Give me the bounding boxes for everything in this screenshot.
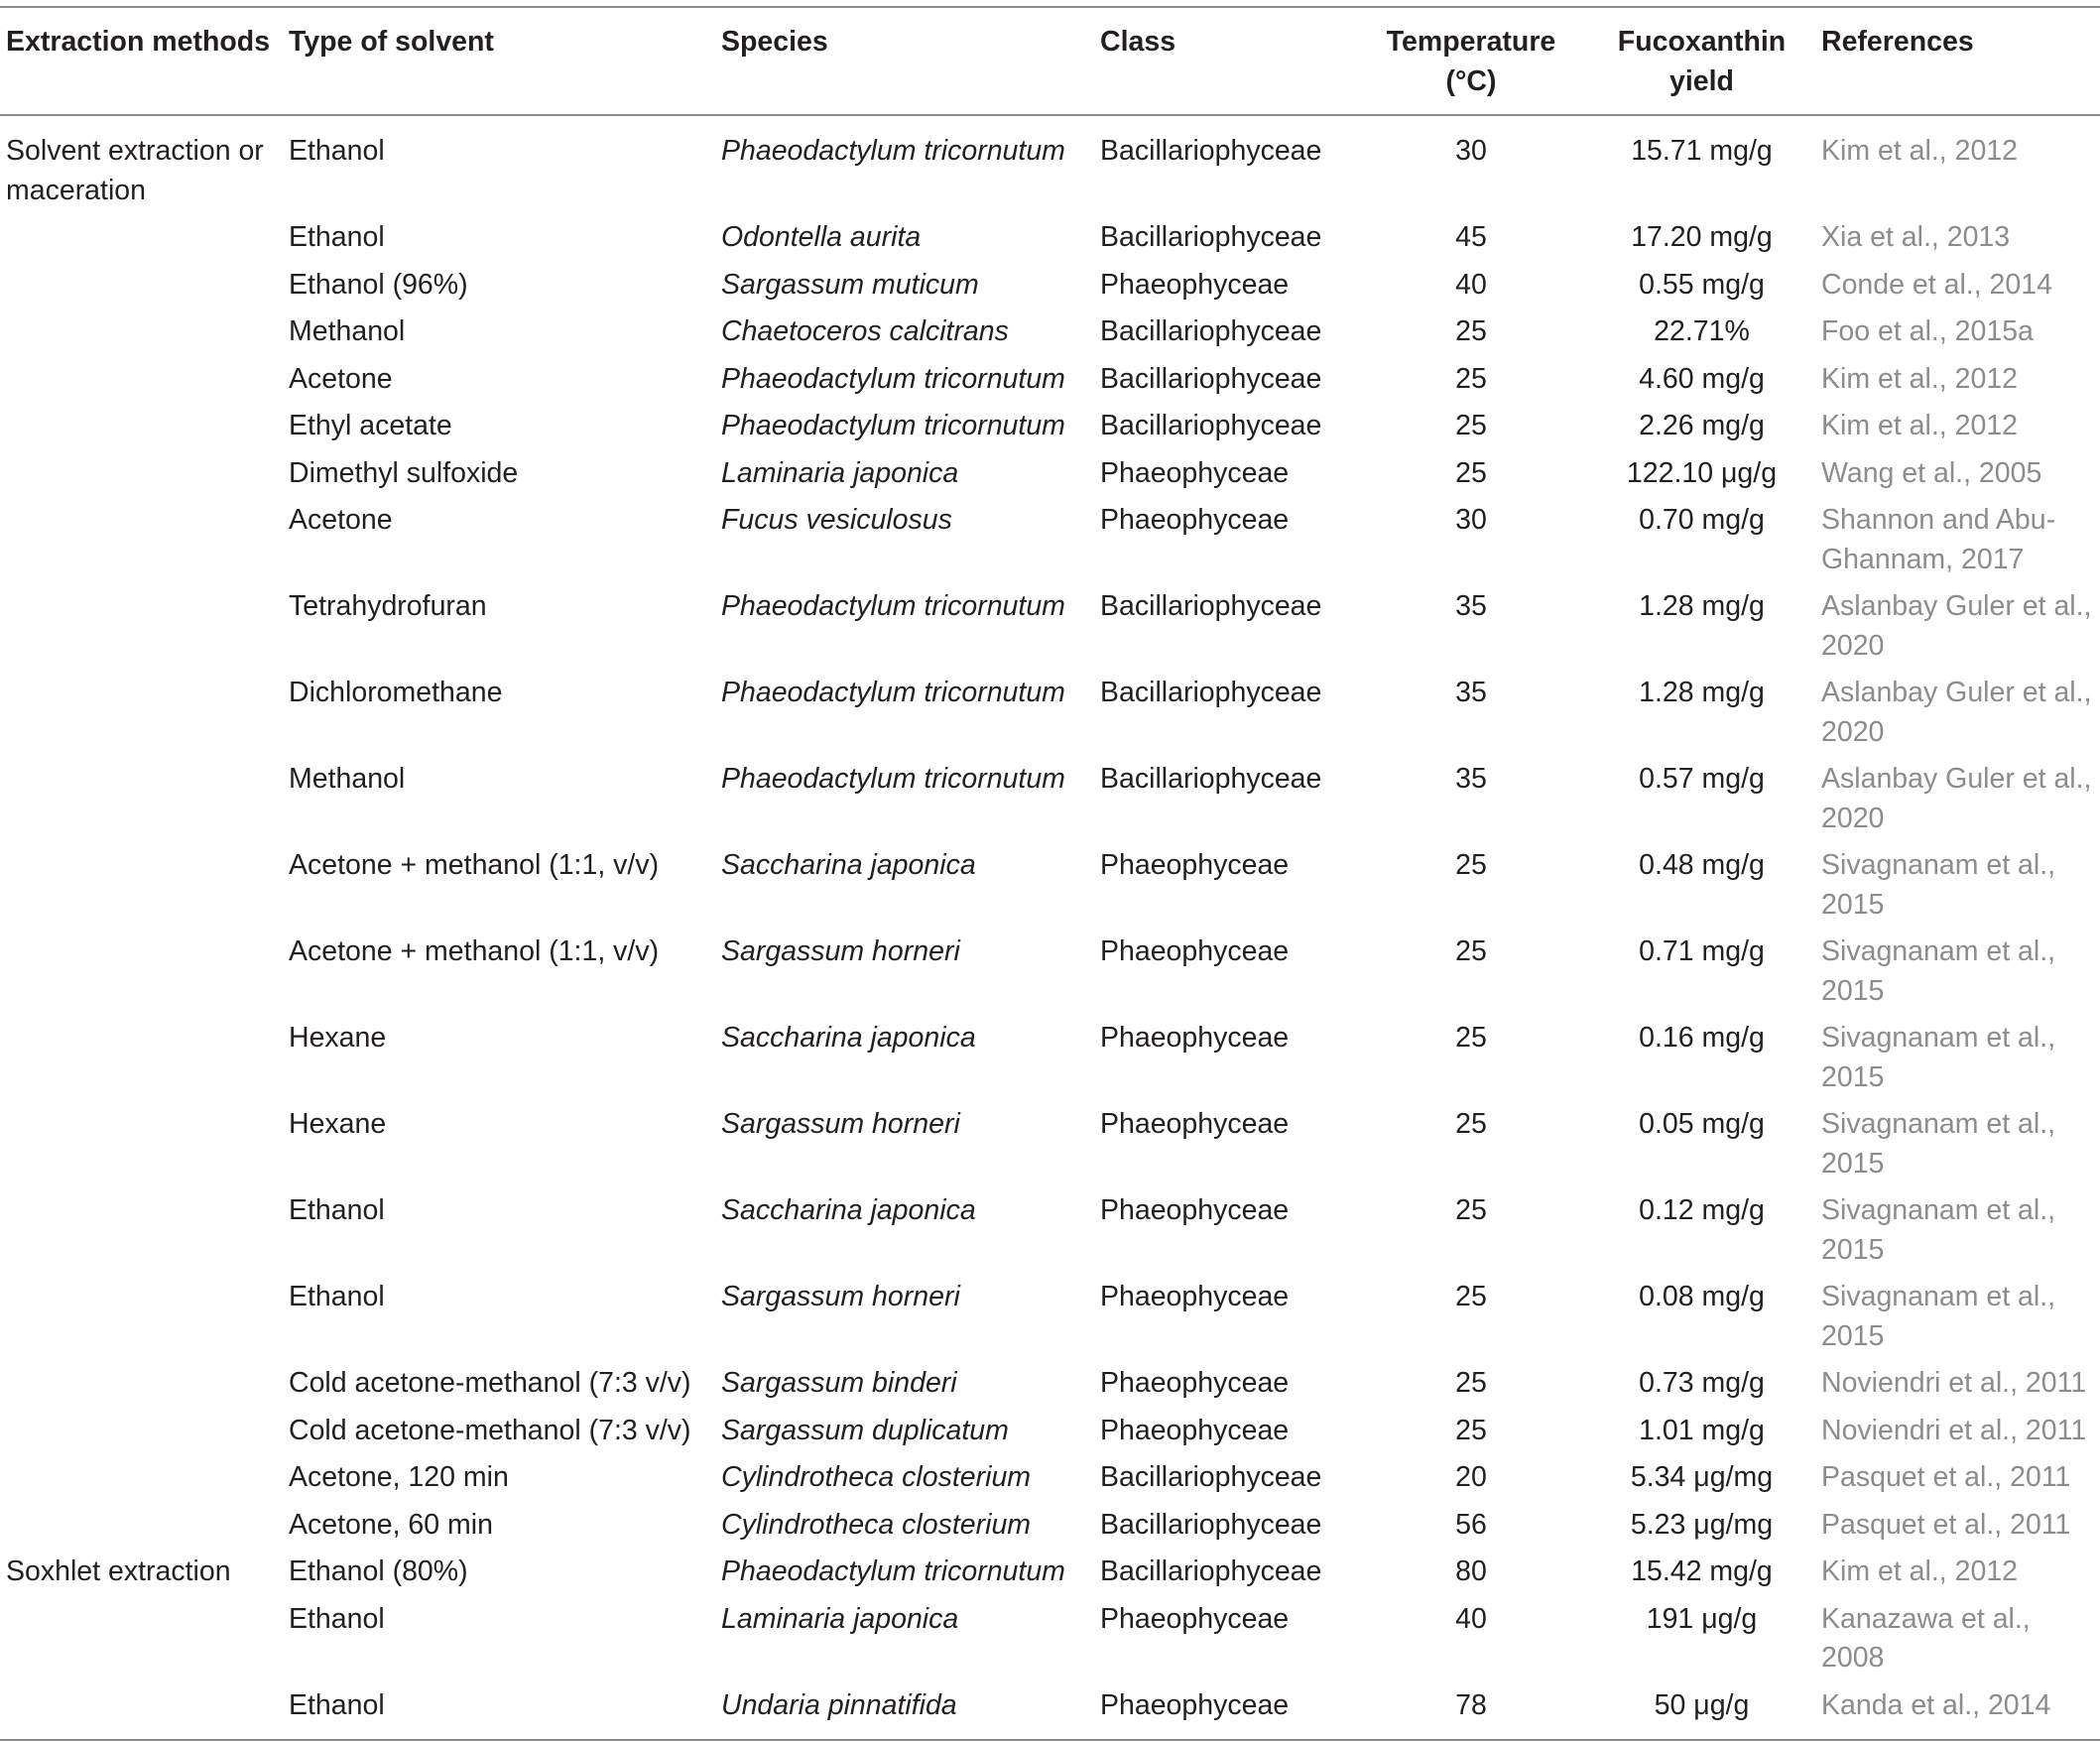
cell-species: Phaeodactylum tricornutum xyxy=(721,1555,1065,1587)
cell-class: Phaeophyceae xyxy=(1100,268,1290,301)
cell-solvent: Ethanol (80%) xyxy=(289,1555,468,1587)
cell-class: Bacillariophyceae xyxy=(1100,1508,1322,1541)
cell-reference: Sivagnanam et al., 2015 xyxy=(1821,1281,2056,1352)
cell-extraction-method: Solvent extraction or maceration xyxy=(6,135,264,206)
cell-solvent: Acetone, 60 min xyxy=(289,1508,493,1541)
cell-species: Cylindrotheca closterium xyxy=(721,1461,1032,1493)
cell-fucoxanthin-yield: 2.26 mg/g xyxy=(1639,410,1765,441)
cell-temperature: 20 xyxy=(1455,1461,1487,1493)
cell-fucoxanthin-yield: 0.57 mg/g xyxy=(1639,763,1765,795)
table-row xyxy=(0,403,2100,450)
cell-extraction-method xyxy=(0,1187,283,1274)
cell-extraction-method xyxy=(0,1015,283,1101)
cell-species: Cylindrotheca closterium xyxy=(721,1508,1032,1541)
cell-species: Phaeodactylum tricornutum xyxy=(721,763,1065,795)
cell-species: Undaria pinnatifida xyxy=(721,1688,957,1721)
cell-extraction-method xyxy=(0,842,283,929)
cell-temperature: 25 xyxy=(1455,849,1487,881)
cell-extraction-method xyxy=(0,670,283,756)
cell-fucoxanthin-yield: 5.23 μg/mg xyxy=(1630,1508,1774,1541)
cell-solvent: Ethanol xyxy=(289,1194,385,1226)
cell-solvent: Dichloromethane xyxy=(289,677,503,708)
cell-species: Fucus vesiculosus xyxy=(721,504,952,536)
cell-reference: Kanda et al., 2014 xyxy=(1821,1688,2051,1721)
cell-extraction-method xyxy=(0,1682,283,1741)
cell-extraction-method xyxy=(0,214,283,262)
cell-fucoxanthin-yield: 4.60 mg/g xyxy=(1639,362,1765,395)
cell-solvent: Ethanol xyxy=(289,135,385,167)
cell-temperature: 25 xyxy=(1455,1108,1487,1140)
cell-fucoxanthin-yield: 5.34 μg/mg xyxy=(1630,1461,1774,1493)
cell-extraction-method xyxy=(0,403,283,450)
cell-class: Phaeophyceae xyxy=(1100,1367,1290,1399)
cell-solvent: Ethanol xyxy=(289,1688,385,1721)
fucoxanthin-extraction-table-wrapper xyxy=(0,6,2100,1741)
header-class: Class xyxy=(1100,26,1176,58)
cell-temperature: 25 xyxy=(1455,1194,1487,1226)
cell-species: Sargassum binderi xyxy=(721,1367,957,1399)
cell-class: Phaeophyceae xyxy=(1100,456,1290,489)
cell-fucoxanthin-yield: 15.71 mg/g xyxy=(1631,135,1773,167)
cell-fucoxanthin-yield: 0.12 mg/g xyxy=(1639,1194,1765,1226)
cell-extraction-method xyxy=(0,1596,283,1682)
cell-temperature: 25 xyxy=(1455,410,1487,441)
table-row xyxy=(0,214,2100,262)
table-row xyxy=(0,1274,2100,1360)
cell-fucoxanthin-yield: 0.05 mg/g xyxy=(1639,1108,1765,1140)
header-temperature: Temperature (°C) xyxy=(1386,26,1556,97)
cell-reference: Sivagnanam et al., 2015 xyxy=(1821,1194,2056,1266)
cell-temperature: 78 xyxy=(1455,1688,1487,1721)
table-body xyxy=(0,115,2100,1740)
cell-reference: Noviendri et al., 2011 xyxy=(1821,1414,2087,1446)
cell-reference: Kim et al., 2012 xyxy=(1821,362,2019,395)
fucoxanthin-extraction-table xyxy=(0,6,2100,1741)
cell-extraction-method xyxy=(0,929,283,1015)
cell-class: Bacillariophyceae xyxy=(1100,315,1322,347)
cell-solvent: Hexane xyxy=(289,1022,387,1054)
cell-fucoxanthin-yield: 0.73 mg/g xyxy=(1639,1367,1765,1399)
table-row xyxy=(0,1015,2100,1101)
cell-solvent: Ethanol xyxy=(289,1602,385,1635)
cell-class: Phaeophyceae xyxy=(1100,1108,1290,1140)
cell-solvent: Hexane xyxy=(289,1108,387,1140)
cell-reference: Wang et al., 2005 xyxy=(1821,456,2042,489)
cell-extraction-method xyxy=(0,262,283,310)
cell-fucoxanthin-yield: 50 μg/g xyxy=(1654,1688,1750,1721)
cell-species: Phaeodactylum tricornutum xyxy=(721,410,1065,441)
table-row xyxy=(0,1360,2100,1408)
table-row xyxy=(0,450,2100,498)
cell-solvent: Methanol xyxy=(289,315,406,347)
cell-reference: Sivagnanam et al., 2015 xyxy=(1821,1022,2056,1093)
cell-class: Bacillariophyceae xyxy=(1100,410,1322,441)
cell-class: Phaeophyceae xyxy=(1100,935,1290,967)
cell-temperature: 25 xyxy=(1455,1414,1487,1446)
cell-temperature: 40 xyxy=(1455,268,1487,301)
cell-solvent: Methanol xyxy=(289,763,406,795)
table-row xyxy=(0,1187,2100,1274)
cell-class: Bacillariophyceae xyxy=(1100,221,1322,253)
cell-extraction-method xyxy=(0,1360,283,1408)
cell-extraction-method xyxy=(0,756,283,842)
cell-reference: Aslanbay Guler et al., 2020 xyxy=(1821,763,2092,834)
cell-fucoxanthin-yield: 0.16 mg/g xyxy=(1639,1022,1765,1054)
cell-class: Phaeophyceae xyxy=(1100,1281,1290,1312)
cell-species: Saccharina japonica xyxy=(721,849,976,881)
cell-temperature: 35 xyxy=(1455,677,1487,708)
cell-reference: Conde et al., 2014 xyxy=(1821,268,2052,301)
cell-solvent: Acetone xyxy=(289,362,393,395)
cell-reference: Xia et al., 2013 xyxy=(1821,221,2011,253)
cell-species: Sargassum horneri xyxy=(721,1108,960,1140)
cell-reference: Kim et al., 2012 xyxy=(1821,1555,2019,1587)
cell-fucoxanthin-yield: 1.28 mg/g xyxy=(1639,590,1765,622)
cell-temperature: 56 xyxy=(1455,1508,1487,1541)
cell-solvent: Acetone xyxy=(289,504,393,536)
cell-solvent: Ethanol xyxy=(289,221,385,253)
cell-class: Phaeophyceae xyxy=(1100,504,1290,536)
table-row xyxy=(0,1502,2100,1550)
cell-reference: Kim et al., 2012 xyxy=(1821,135,2019,167)
cell-extraction-method xyxy=(0,309,283,356)
table-row xyxy=(0,309,2100,356)
cell-fucoxanthin-yield: 191 μg/g xyxy=(1646,1602,1758,1635)
cell-solvent: Acetone + methanol (1:1, v/v) xyxy=(289,935,660,967)
cell-species: Sargassum horneri xyxy=(721,935,960,967)
table-row xyxy=(0,115,2100,214)
cell-solvent: Cold acetone-methanol (7:3 v/v) xyxy=(289,1414,691,1446)
cell-class: Bacillariophyceae xyxy=(1100,1555,1322,1587)
cell-species: Phaeodactylum tricornutum xyxy=(721,135,1065,167)
cell-reference: Aslanbay Guler et al., 2020 xyxy=(1821,590,2092,662)
cell-temperature: 35 xyxy=(1455,590,1487,622)
table-row xyxy=(0,583,2100,670)
header-row xyxy=(0,7,2100,115)
cell-species: Sargassum duplicatum xyxy=(721,1414,1009,1446)
cell-reference: Foo et al., 2015a xyxy=(1821,315,2034,347)
table-row xyxy=(0,756,2100,842)
cell-reference: Sivagnanam et al., 2015 xyxy=(1821,1108,2056,1180)
cell-reference: Kanazawa et al., 2008 xyxy=(1821,1602,2031,1674)
cell-temperature: 35 xyxy=(1455,763,1487,795)
cell-reference: Pasquet et al., 2011 xyxy=(1821,1508,2071,1541)
cell-solvent: Acetone, 120 min xyxy=(289,1461,509,1493)
cell-temperature: 30 xyxy=(1455,135,1487,167)
cell-class: Phaeophyceae xyxy=(1100,1602,1290,1635)
table-row xyxy=(0,1454,2100,1502)
cell-reference: Noviendri et al., 2011 xyxy=(1821,1367,2087,1399)
cell-reference: Sivagnanam et al., 2015 xyxy=(1821,935,2056,1007)
cell-temperature: 25 xyxy=(1455,1281,1487,1312)
cell-temperature: 80 xyxy=(1455,1555,1487,1587)
cell-class: Phaeophyceae xyxy=(1100,1688,1290,1721)
cell-fucoxanthin-yield: 0.70 mg/g xyxy=(1639,504,1765,536)
cell-solvent: Tetrahydrofuran xyxy=(289,590,487,622)
cell-extraction-method xyxy=(0,1454,283,1502)
cell-temperature: 25 xyxy=(1455,935,1487,967)
cell-class: Bacillariophyceae xyxy=(1100,590,1322,622)
cell-species: Phaeodactylum tricornutum xyxy=(721,590,1065,622)
cell-temperature: 25 xyxy=(1455,315,1487,347)
cell-fucoxanthin-yield: 22.71% xyxy=(1654,315,1750,347)
table-row xyxy=(0,929,2100,1015)
cell-species: Saccharina japonica xyxy=(721,1022,976,1054)
cell-extraction-method: Soxhlet extraction xyxy=(6,1555,231,1587)
cell-extraction-method xyxy=(0,450,283,498)
table-row xyxy=(0,842,2100,929)
cell-reference: Aslanbay Guler et al., 2020 xyxy=(1821,677,2092,748)
cell-extraction-method xyxy=(0,1408,283,1455)
cell-temperature: 40 xyxy=(1455,1602,1487,1635)
cell-temperature: 45 xyxy=(1455,221,1487,253)
cell-class: Phaeophyceae xyxy=(1100,1194,1290,1226)
cell-fucoxanthin-yield: 15.42 mg/g xyxy=(1631,1555,1773,1587)
cell-species: Phaeodactylum tricornutum xyxy=(721,362,1065,395)
cell-species: Chaetoceros calcitrans xyxy=(721,315,1009,347)
cell-temperature: 25 xyxy=(1455,1022,1487,1054)
cell-species: Phaeodactylum tricornutum xyxy=(721,677,1065,708)
cell-fucoxanthin-yield: 17.20 mg/g xyxy=(1631,221,1773,253)
cell-extraction-method xyxy=(0,1274,283,1360)
table-row xyxy=(0,262,2100,310)
header-species: Species xyxy=(721,26,828,58)
cell-species: Odontella aurita xyxy=(721,221,922,253)
cell-species: Laminaria japonica xyxy=(721,456,959,489)
cell-solvent: Ethyl acetate xyxy=(289,410,452,441)
cell-class: Bacillariophyceae xyxy=(1100,677,1322,708)
cell-extraction-method xyxy=(0,1502,283,1550)
cell-species: Sargassum muticum xyxy=(721,268,979,301)
cell-temperature: 25 xyxy=(1455,1367,1487,1399)
cell-extraction-method xyxy=(0,356,283,404)
cell-species: Sargassum horneri xyxy=(721,1281,960,1312)
cell-solvent: Ethanol xyxy=(289,1281,385,1312)
header-type-of-solvent: Type of solvent xyxy=(289,26,494,58)
cell-reference: Sivagnanam et al., 2015 xyxy=(1821,849,2056,921)
cell-class: Phaeophyceae xyxy=(1100,1414,1290,1446)
cell-extraction-method xyxy=(0,497,283,583)
cell-class: Bacillariophyceae xyxy=(1100,763,1322,795)
table-row xyxy=(0,356,2100,404)
cell-species: Saccharina japonica xyxy=(721,1194,976,1226)
cell-fucoxanthin-yield: 1.01 mg/g xyxy=(1639,1414,1765,1446)
table-row xyxy=(0,497,2100,583)
cell-reference: Pasquet et al., 2011 xyxy=(1821,1461,2071,1493)
cell-reference: Shannon and Abu-Ghannam, 2017 xyxy=(1821,504,2056,575)
table-header xyxy=(0,7,2100,115)
table-row xyxy=(0,1596,2100,1682)
cell-class: Bacillariophyceae xyxy=(1100,1461,1322,1493)
cell-fucoxanthin-yield: 122.10 μg/g xyxy=(1626,456,1778,489)
cell-class: Bacillariophyceae xyxy=(1100,362,1322,395)
cell-class: Bacillariophyceae xyxy=(1100,135,1322,167)
cell-fucoxanthin-yield: 0.55 mg/g xyxy=(1639,268,1765,301)
table-row xyxy=(0,670,2100,756)
cell-solvent: Acetone + methanol (1:1, v/v) xyxy=(289,849,660,881)
cell-temperature: 25 xyxy=(1455,456,1487,489)
cell-temperature: 30 xyxy=(1455,504,1487,536)
header-references: References xyxy=(1821,26,1974,58)
cell-reference: Kim et al., 2012 xyxy=(1821,410,2019,441)
cell-fucoxanthin-yield: 0.08 mg/g xyxy=(1639,1281,1765,1312)
cell-solvent: Dimethyl sulfoxide xyxy=(289,456,519,489)
cell-solvent: Ethanol (96%) xyxy=(289,268,468,301)
cell-extraction-method xyxy=(0,583,283,670)
cell-fucoxanthin-yield: 0.48 mg/g xyxy=(1639,849,1765,881)
cell-fucoxanthin-yield: 0.71 mg/g xyxy=(1639,935,1765,967)
cell-species: Laminaria japonica xyxy=(721,1602,959,1635)
cell-solvent: Cold acetone-methanol (7:3 v/v) xyxy=(289,1367,691,1399)
header-fucoxanthin-yield: Fucoxanthin yield xyxy=(1617,26,1787,97)
cell-fucoxanthin-yield: 1.28 mg/g xyxy=(1639,677,1765,708)
header-extraction-methods: Extraction methods xyxy=(6,26,271,58)
table-row xyxy=(0,1408,2100,1455)
table-row xyxy=(0,1682,2100,1741)
cell-class: Phaeophyceae xyxy=(1100,1022,1290,1054)
cell-class: Phaeophyceae xyxy=(1100,849,1290,881)
cell-temperature: 25 xyxy=(1455,362,1487,395)
table-row xyxy=(0,1549,2100,1596)
table-row xyxy=(0,1101,2100,1187)
cell-extraction-method xyxy=(0,1101,283,1187)
